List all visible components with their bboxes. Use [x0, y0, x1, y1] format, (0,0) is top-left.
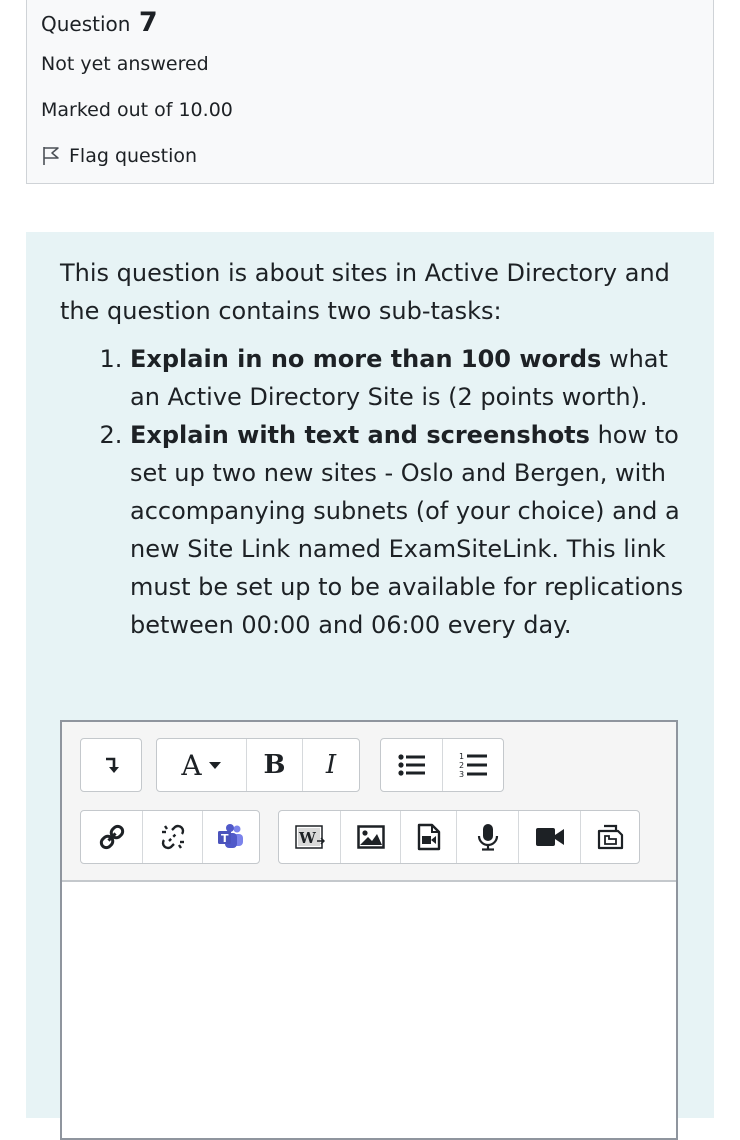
question-label: Question [41, 12, 131, 36]
expand-toolbar-button[interactable] [81, 739, 141, 791]
unlink-icon [159, 823, 187, 851]
image-button[interactable] [341, 811, 401, 863]
flag-question-label: Flag question [69, 145, 198, 167]
manage-files-button[interactable] [581, 811, 639, 863]
question-content [26, 232, 714, 1118]
toolbar-group-style [156, 738, 360, 792]
bold-button[interactable] [247, 739, 303, 791]
word-import-icon [295, 824, 325, 850]
italic-label: I [325, 750, 337, 780]
answer-text-area[interactable] [62, 882, 676, 1138]
word-import-button[interactable] [279, 811, 341, 863]
subtask-text: what an Active Directory Site is (2 points worth). [130, 345, 668, 411]
subtask-item [130, 340, 688, 416]
flag-icon [41, 146, 61, 166]
chevron-down-icon [208, 760, 222, 770]
question-state: Not yet answered [41, 53, 209, 75]
subtask-item [130, 416, 688, 644]
video-camera-icon [535, 826, 565, 848]
unordered-list-icon [398, 753, 426, 777]
subtask-text: how to set up two new sites - Oslo and Bergen, with accompanying subnets (of your choice) and a new Site Link named ExamSiteLink. This link must be set up to be available for replications between 00:00 and 06:00 every day. [130, 421, 684, 639]
editor-toolbar [62, 722, 676, 882]
subtask-list [60, 340, 688, 644]
teams-meeting-button[interactable] [203, 811, 259, 863]
unlink-button[interactable] [143, 811, 203, 863]
expand-toolbar-icon [102, 755, 120, 775]
media-icon [417, 823, 441, 851]
image-icon [357, 825, 385, 849]
question-info-box [26, 0, 714, 184]
font-color-button[interactable] [157, 739, 247, 791]
toolbar-group-media [278, 810, 640, 864]
toolbar-group-lists [380, 738, 504, 792]
unordered-list-button[interactable] [381, 739, 443, 791]
subtask-bold: Explain in no more than 100 words [130, 345, 602, 373]
ordered-list-icon [458, 751, 488, 779]
question-heading [41, 7, 158, 38]
manage-files-icon [596, 823, 624, 851]
toolbar-group-expand [80, 738, 142, 792]
question-intro: This question is about sites in Active Directory and the question contains two sub-tasks: [60, 259, 670, 325]
record-audio-button[interactable] [457, 811, 519, 863]
svg-text:3: 3 [459, 770, 465, 779]
microphone-icon [477, 823, 499, 851]
media-button[interactable] [401, 811, 457, 863]
question-number: 7 [138, 7, 158, 38]
question-text [60, 254, 688, 644]
svg-text:T: T [221, 832, 229, 845]
flag-question-link[interactable] [41, 145, 197, 167]
font-color-label: A [181, 748, 202, 782]
italic-button[interactable] [303, 739, 359, 791]
bold-label: B [263, 750, 286, 780]
teams-icon [217, 823, 245, 851]
svg-text:1: 1 [459, 752, 465, 761]
link-button[interactable] [81, 811, 143, 863]
subtask-bold: Explain with text and screenshots [130, 421, 590, 449]
toolbar-group-links [80, 810, 260, 864]
svg-text:W: W [298, 829, 316, 847]
link-icon [98, 823, 126, 851]
svg-text:2: 2 [459, 761, 465, 770]
record-video-button[interactable] [519, 811, 581, 863]
ordered-list-button[interactable] [443, 739, 503, 791]
answer-editor [60, 720, 678, 1140]
question-grade: Marked out of 10.00 [41, 99, 233, 121]
